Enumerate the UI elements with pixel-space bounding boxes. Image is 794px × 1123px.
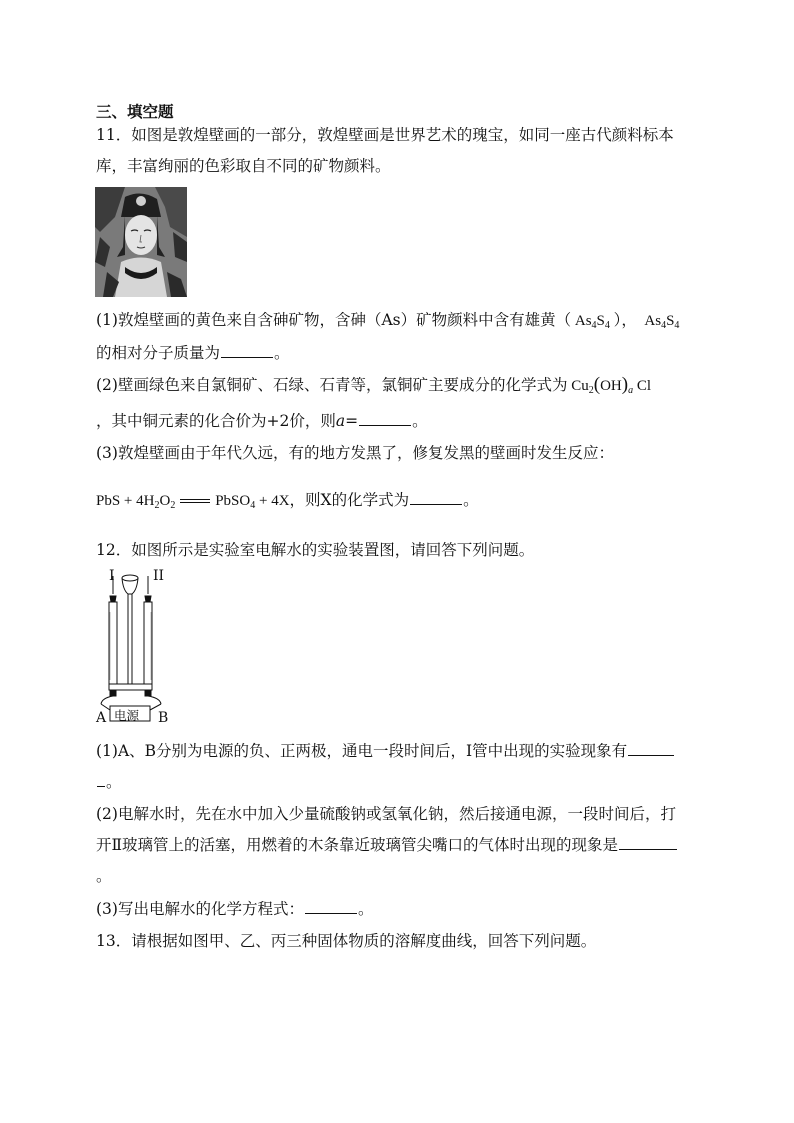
q13-text-line1: 13．请根据如图甲、乙、丙三种固体物质的溶解度曲线，回答下列问题。 (96, 932, 597, 950)
q11-part1-line2: 的相对分子质量为 。 (96, 344, 290, 362)
answer-blank-6[interactable] (305, 899, 357, 914)
q12-text-line1: 12．如图所示是实验室电解水的实验装置图，请回答下列问题。 (96, 541, 535, 559)
answer-blank-3[interactable] (410, 490, 462, 505)
answer-blank-1[interactable] (221, 343, 273, 358)
q12-part2-line2: 开Ⅱ玻璃管上的活塞，用燃着的木条靠近玻璃管尖嘴口的气体时出现的现象是 (96, 834, 678, 856)
q12-part1-line2: 。 (96, 771, 122, 793)
q11-text-line1: 11．如图是敦煌壁画的一部分，敦煌壁画是世界艺术的瑰宝，如同一座古代颜料标本 (96, 126, 674, 144)
q12-part2-line3: 。 (96, 867, 112, 885)
q11-text-line2: 库，丰富绚丽的色彩取自不同的矿物颜料。 (96, 157, 391, 175)
electrode-label-B: B (158, 710, 169, 726)
q12-part2-line1: (2)电解水时，先在水中加入少量硫酸钠或氢氧化钠，然后接通电源，一段时间后，打 (96, 805, 676, 823)
tube-label-I: I (109, 568, 115, 584)
electrode-label-A: A (96, 710, 107, 726)
tube-label-II: II (153, 568, 165, 584)
q11-part3-line1: (3)敦煌壁画由于年代久远，有的地方发黑了，修复发黑的壁画时发生反应： (96, 444, 614, 462)
answer-blank-5[interactable] (619, 835, 677, 850)
q12-part3-line: (3)写出电解水的化学方程式： 。 (96, 900, 374, 918)
answer-blank-4[interactable] (628, 741, 674, 756)
section-title: 三、填空题 (96, 103, 174, 121)
q11-part1-line1: (1)敦煌壁画的黄色来自含砷矿物，含砷（As）矿物颜料中含有雄黄（ $As_4S_4$ ）， $As_4S_4$ (96, 311, 680, 331)
q11-part2-line2: ，其中铜元素的化合价为+2价，则a= 。 (96, 412, 428, 430)
dunhuang-mural-image (95, 187, 187, 297)
q12-part1-line1: (1)A、B分别为电源的负、正两极，通电一段时间后，Ⅰ管中出现的实验现象有 (96, 740, 675, 762)
answer-blank-2[interactable] (359, 411, 411, 426)
q11-equation-line: PbS + $4H_2O_2$ PbSO$_4$ + 4X，则X的化学式为 。 (96, 491, 479, 511)
power-source-label: 电源 (114, 708, 140, 723)
electrolysis-apparatus-diagram (96, 568, 172, 726)
q11-part2-line1: (2)壁画绿色来自氯铜矿、石绿、石青等，氯铜矿主要成分的化学式为 $Cu_2(OH)_a$ Cl (96, 374, 651, 396)
